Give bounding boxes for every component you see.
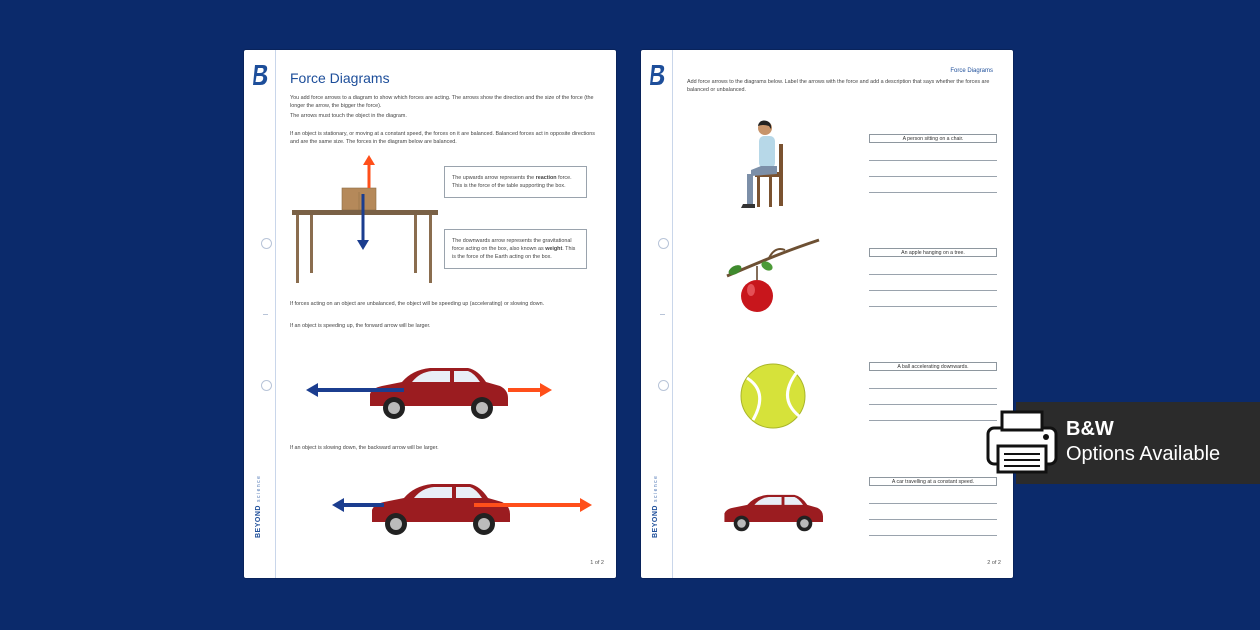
margin-line: [275, 50, 276, 578]
badge-subtitle: Options Available: [1066, 443, 1221, 465]
car-slowing-down-diagram: [324, 478, 604, 538]
fold-mark: [660, 314, 665, 315]
braking-arrowhead: [580, 498, 592, 512]
arrows-touch-paragraph: The arrows must touch the object in the diagram.: [290, 113, 407, 119]
brand-logo-icon: [252, 64, 270, 86]
thrust-arrowhead: [540, 383, 552, 397]
binder-hole: [261, 238, 272, 249]
instructions: Add force arrows to the diagrams below. Label the arrows with the force and add a description that says whether the forces are balanced or unbalanced.: [687, 79, 990, 93]
task-label: An apple hanging on a tree.: [869, 248, 997, 257]
answer-line[interactable]: [869, 503, 997, 504]
table-leg: [429, 215, 432, 283]
answer-line[interactable]: [869, 306, 997, 307]
task-label: A ball accelerating downwards.: [869, 362, 997, 371]
brand-logo-icon: [649, 64, 667, 86]
answer-line[interactable]: [869, 535, 997, 536]
answer-line[interactable]: [869, 404, 997, 405]
answer-line[interactable]: [869, 420, 997, 421]
weight-arrowhead: [357, 240, 369, 250]
binder-hole: [658, 380, 669, 391]
unbalanced-paragraph: If forces acting on an object are unbalanced, the object will be speeding up (accelerating) or slowing down.: [290, 301, 545, 307]
table-leg: [414, 215, 417, 273]
binder-hole: [658, 238, 669, 249]
answer-line[interactable]: [869, 192, 997, 193]
drag-arrowhead: [306, 383, 318, 397]
badge-title: B&W: [1066, 418, 1114, 440]
margin-line: [672, 50, 673, 578]
bw-options-badge[interactable]: [1016, 402, 1260, 484]
answer-line[interactable]: [869, 519, 997, 520]
answer-line[interactable]: [869, 290, 997, 291]
page-title: Force Diagrams: [290, 70, 390, 86]
car-icon: [372, 484, 510, 535]
printer-icon: [986, 410, 1058, 474]
car-constant-speed-illustration: [723, 492, 823, 532]
worksheet-page-1: [244, 50, 616, 578]
drag-arrowhead: [332, 498, 344, 512]
binder-hole: [261, 380, 272, 391]
speeding-paragraph: If an object is speeding up, the forward arrow will be larger.: [290, 323, 431, 329]
slowing-paragraph: If an object is slowing down, the backward arrow will be larger.: [290, 445, 439, 451]
tennis-ball-illustration: [739, 362, 807, 430]
car-speeding-up-diagram: [304, 360, 560, 420]
task-label: A car travelling at a constant speed.: [869, 477, 997, 486]
table-leg: [310, 215, 313, 273]
page-number: 2 of 2: [987, 560, 1001, 566]
table-box-diagram: [290, 154, 440, 286]
weight-callout: The downwards arrow represents the gravitational force acting on the box, also known as weight. This is the force of the Earth acting on the box.: [444, 229, 587, 269]
apple-on-tree-illustration: [725, 236, 821, 318]
page-number: 1 of 2: [590, 560, 604, 566]
answer-line[interactable]: [869, 388, 997, 389]
fold-mark: [263, 314, 268, 315]
intro-paragraph: You add force arrows to a diagram to show which forces are acting. The arrows show the direction and the size of the force (the longer the arrow, the bigger the force).: [290, 95, 594, 109]
car-icon: [370, 368, 508, 419]
worksheet-page-2: [641, 50, 1013, 578]
side-brand: BEYONDscience: [652, 474, 659, 538]
reaction-callout: The upwards arrow represents the reaction force. This is the force of the table supporting the box.: [444, 166, 587, 198]
running-title: Force Diagrams: [950, 68, 993, 74]
table-top: [292, 210, 438, 215]
answer-line[interactable]: [869, 274, 997, 275]
table-leg: [296, 215, 299, 283]
answer-line[interactable]: [869, 160, 997, 161]
person-sitting-illustration: [739, 120, 795, 212]
reaction-arrowhead: [363, 155, 375, 165]
side-brand: BEYONDscience: [255, 474, 262, 538]
answer-line[interactable]: [869, 176, 997, 177]
task-label: A person sitting on a chair.: [869, 134, 997, 143]
balanced-paragraph: If an object is stationary, or moving at a constant speed, the forces on it are balanced. Balanced forces act in opposite directions and are the same size. The forces in the diagram below are balanced.: [290, 131, 595, 145]
